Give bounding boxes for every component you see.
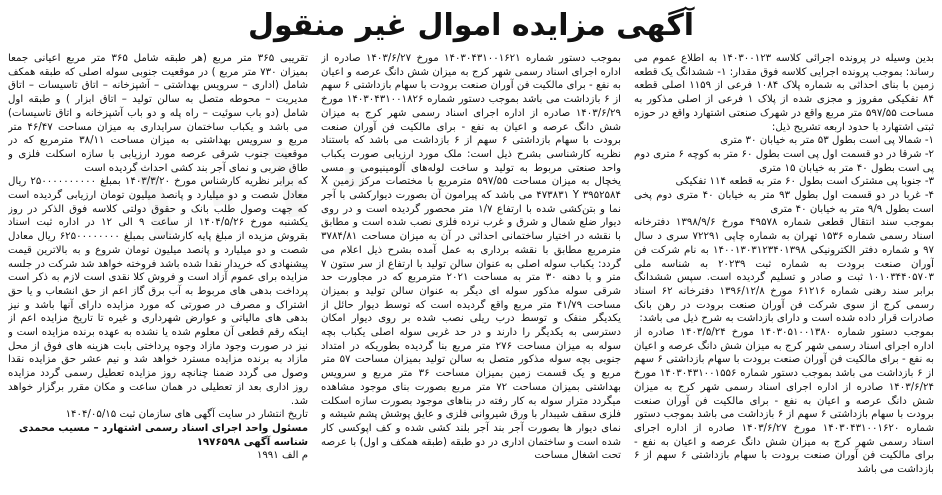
deed-paragraph: بموجب سند انتقال قطعی شماره ۴۹۵۷۸ مورخ ۱۳۹۸/۹/۶ دفترخانه اسناد رسمی شماره ۱۵۳۶ تهران به شماره چاپی ۷۲۲۹۱ سری د سال ۹۷ و شماره دفتر الکترونیکی ۱۴۰۰۱۳۰۳۱۲۳۴۰۱۳۹۸ به نام شرکت فن آوران صنعت برودت به شماره ثبت ۲۰۲۳۹ به شناسه ملی ۱۰۱۰۳۴۴۰۵۷۰۳ ثبت و صادر و تسلیم گردیده است. سپس ششدانگ برابر سند رهنی شماره ۶۱۲۱۶ مورخ ۱۳۹۶/۱۲/۸ دفترخانه ۶۲ اسناد رسمی کرج از سوی شرکت فن آوران صنعت برودت در رهن بانک صادرات قرار داده شده است و دارای بازداشت به شرح ذیل می باشد: [634,217,934,325]
publish-date: تاریخ انتشار در سایت آگهی های سازمان ثبت ۱۴۰۴/۰۵/۱۵ [65,409,308,421]
column-left [8,52,308,490]
columns [8,52,934,490]
reference-number: م الف ۱۹۹۱ [256,450,308,462]
auction-terms-paragraph: که برابر نظریه کارشناس مورخ ۱۴۰۳/۳/۲۰ بمبلغ ۲۵۰۰۰۰۰۰۰۰۰۰ ریال معادل شصت و دو میلیارد و پانصد میلیون تومان ارزیابی گردیده است که جهت وصول طلب بانک و حقوق دولتی کلاسه فوق الذکر در روز یکشنبه مورخ ۱۴۰۴/۵/۲۶ از ساعت ۹ الی ۱۲ در اداره ثبت اسناد بقروش مزیده از مبلغ پایه کارشناسی بمبلغ ۶۲۵۰۰۰۰۰۰۰۰ ریال معادل شصت و دو میلیارد و پانصد میلیون تومان شروع و به بالاترین قیمت پیشنهادی که خریدار نقدا شده باشد فروخته خواهد شد شرکت در جلسه مزایده برای عموم آزاد است و فروش کلا نقدی است لازم به ذکر است پرداخت بدهی های مربوط به آب برق گاز اعم از حق انشعاب و یا حق اشتراک و مصرف در صورتی که مورد مزایده دارای آنها باشد و نیز بدهی های مالیاتی و عوارض شهرداری و غیره تا تاریخ مزایده اعم از اینکه رقم قطعی آن معلوم شده یا نشده به عهده برنده مزایده است و نیز در صورت وجود مازاد وجوه پرداختی بابت هزینه های فوق از محل مازاد به برنده مزایده مسترد خواهد شد و نیم عشر حق مزایده نقدا وصول می گردد ضمنا چنانچه روز مزایده تعطیل رسمی گردد مزایده روز اداری بعد از تعطیلی در همان ساعت و مکان مقرر برگزار خواهد شد. [8,176,308,407]
boundary-west: ۴- غربا در دو قسمت اول بطول ۹۳ متر به خیابان ۴۰ متری دوم پخی است بطول ۹/۹ متر به خیابان ۴۰ متری [634,190,934,215]
notice-id: شناسه آگهی ۱۹۷۶۵۹۸ [196,436,308,448]
description-paragraph: بموجب دستور شماره ۱۴۰۳۰۴۳۱۰۰۱۶۲۱ مورخ ۱۴۰۳/۶/۲۷ صادره از اداره اجرای اسناد رسمی شهر کرج به میزان شش دانگ عرصه و اعیان به نفع - برای مالکیت فن آوران صنعت برودت با سهام بازداشتی ۶ سهم از ۶ بازداشت می باشد بموجب دستور شماره ۱۴۰۳۰۴۳۱۰۰۱۸۲۶ مورخ ۱۴۰۳/۶/۲۹ صادره از اداره اجرای اسناد رسمی شهر کرج به میزان شش دانگ عرصه و اعیان به نفع - برای مالکیت فن آوران صنعت برودت با سهام بازداشتی ۶ سهم از ۶ بازداشت می باشد که باستناد نظریه کارشناسی بشرح ذیل است: ملک مورد ارزیابی صورت یکباب واحد صنعتی مربوط به تولید و ساخت لوله‌های آلومینیومی و مسی یخچال به میزان مساحت ۵۹۷/۵۵ مترمربع با مختصات مرکز زمین X ۴۷۳۸۳۱ Y ۳۹۵۲۵۸۴ می باشد که پیرامون آن بصورت دیوارکشی با آجر نما و بتن‌کشی شده با ارتفاع ۱/۷ متر محصور گردیده است و در روی دیوار ضلع شمال و شرق و غرب نرده فلزی نصب شده است و مطابق با نقشه در اختیار ساختمانی احداثی در آن به میزان مساحت ۳۷۸۴/۸۱ مترمربع مطابق با نقشه برداری به عمل آمده بشرح ذیل اعلام می گردد: یکباب سوله اصلی به عنوان سالن تولید با ارتفاع از سر ستون ۷ متر و با دهنه ۳۰ متر به مساحت ۲۰۲۱ مترمربع که در مجاورت حد شرقی سوله مذکور سوله ای دیگر به عنوان سالن تولید و بمیزان مساحت ۴۱/۷۹ متر مربع واقع گردیده است که توسط دیوار حائل از یکدیگر منفک و توسط درب ریلی نصب شده بر روی دیوار امکان دسترسی به یکدیگر را دارند و در حد غربی سوله اصلی یکباب بچه سوله به میزان مساحت ۲۷۶ متر مربع بنا گردیده بطوریکه در امتداد جنوبی بچه سوله مذکور متصل به سالن تولید بمیزان مساحت ۵۷ متر مربع و یک قسمت زمین بمیزان مساحت ۳۶ متر مربع و سرویس بهداشتی بمیزان مساحت ۷۲ متر مربع بصورت بنای موجود مشاهده میگردد مترار سوله به کار رفته در بناهای موجود بصورت سازه اسکلت فلزی سقف شیبدار با ورق شیروانی فلزی و عایق پوشش پشم شیشه و نمای دیوار ها بصورت آجر بند آجر بلند کشی شده و کف اپوکسی کار شده است و ساختمان اداری در دو طبقه (طبقه همکف و اول) با عرصه تحت اشغال مساحت [321,53,621,462]
boundary-north: ۱- شمالا پی است بطول ۵۳ متر به خیابان ۳۰ متری [720,135,934,147]
page-title: آگهی مزایده اموال غیر منقول [247,8,695,43]
boundary-east: ۲- شرقا در دو قسمت اول پی است بطول ۶۰ متر به کوچه ۶ متری دوم پی است بطول ۴۰ متر به خیابان ۱۵ متری [634,148,934,174]
column-middle [321,52,621,490]
building-paragraph: تقریبی ۳۶۵ متر مربع (هر طبقه شامل ۳۶۵ متر مربع اعیانی جمعا بمیزان ۷۳۰ متر مربع ) در موقعیت جنوبی سوله اصلی که طبقه همکف شامل (اداری – سرویس بهداشتی – آشپزخانه – اتاق تاسیسات – اتاق مدیریت – محوطه متصل به سالن تولید – اتاق ابزار ) و طبقه اول شامل (دو باب سوئیت – راه پله و دو باب آشپزخانه و اتاق تاسیسات) می باشد و یکباب ساختمان سرایداری به میزان مساحت ۴۶/۴۷ متر مربع و سرویس بهداشتی به میزان مساحت ۳۸/۱۱ مترمربع که در موقعیت جنوب شرقی عرصه مورد ارزیابی با سازه اسکلت فلزی و طاق ضربی و نمای آجر بند کشی احداث گردیده است [8,53,308,174]
signature-official: مسئول واحد اجرای اسناد رسمی اشتهارد – مسیب محمدی [19,422,308,434]
seizure-paragraph: بموجب دستور شماره ۱۴۰۳۰۵۱۰۰۱۳۸۰ مورخ ۱۴۰۳/۵/۲۴ صادره از اداره اجرای اسناد رسمی شهر کرج به میزان شش دانگ عرصه و اعیان به نفع - برای مالکیت فن آوران صنعت برودت با سهام بازداشتی ۶ سهم از ۶ بازداشت می باشد بموجب دستور شماره ۱۴۰۳۰۴۳۱۰۰۱۵۵۶ مورخ ۱۴۰۳/۶/۲۴ صادره از اداره اجرای اسناد رسمی شهر کرج به میزان شش دانگ عرصه و اعیان به نفع - برای مالکیت فن آوران صنعت برودت با سهام بازداشتی ۶ سهم از ۶ بازداشت می باشد بموجب دستور شماره ۱۴۰۳۰۴۳۱۰۰۱۶۲۰ مورخ ۱۴۰۳/۶/۲۷ صادره از اداره اجرای اسناد رسمی شهر کرج به میزان شش دانگ عرصه و اعیان به نفع - برای مالکیت فن آوران صنعت برودت با سهام بازداشتی ۶ سهم از ۶ بازداشت می باشد [634,327,934,476]
boundary-south: ۳- جنوبا پی مشترک است بطول ۶۰ متر به قطعه ۱۱۴ تفکیکی [675,176,934,188]
column-right [634,52,934,490]
intro-paragraph: بدین وسیله در پرونده اجرائی کلاسه ۱۴۰۳۰۰۱۲۳ به اطلاع عموم می رساند: بموجب پرونده اجرایی کلاسه فوق مقدار: ۱- ششدانگ یک قطعه زمین با بنای احداثی به شماره پلاک ۱۰۸۴ فرعی از ۱۱۵۹ اصلی قطعه ۸۴ تفکیکی مفروز و مجزی شده از پلاک ۱ فرعی از اصلی مذکور به مساحت ۵۹۷/۵۵ متر مربع واقع در شهرک صنعتی اشتهارد واقع در حوزه ثبتی اشتهارد با حدود اربعه تشریح ذیل: [634,53,934,133]
